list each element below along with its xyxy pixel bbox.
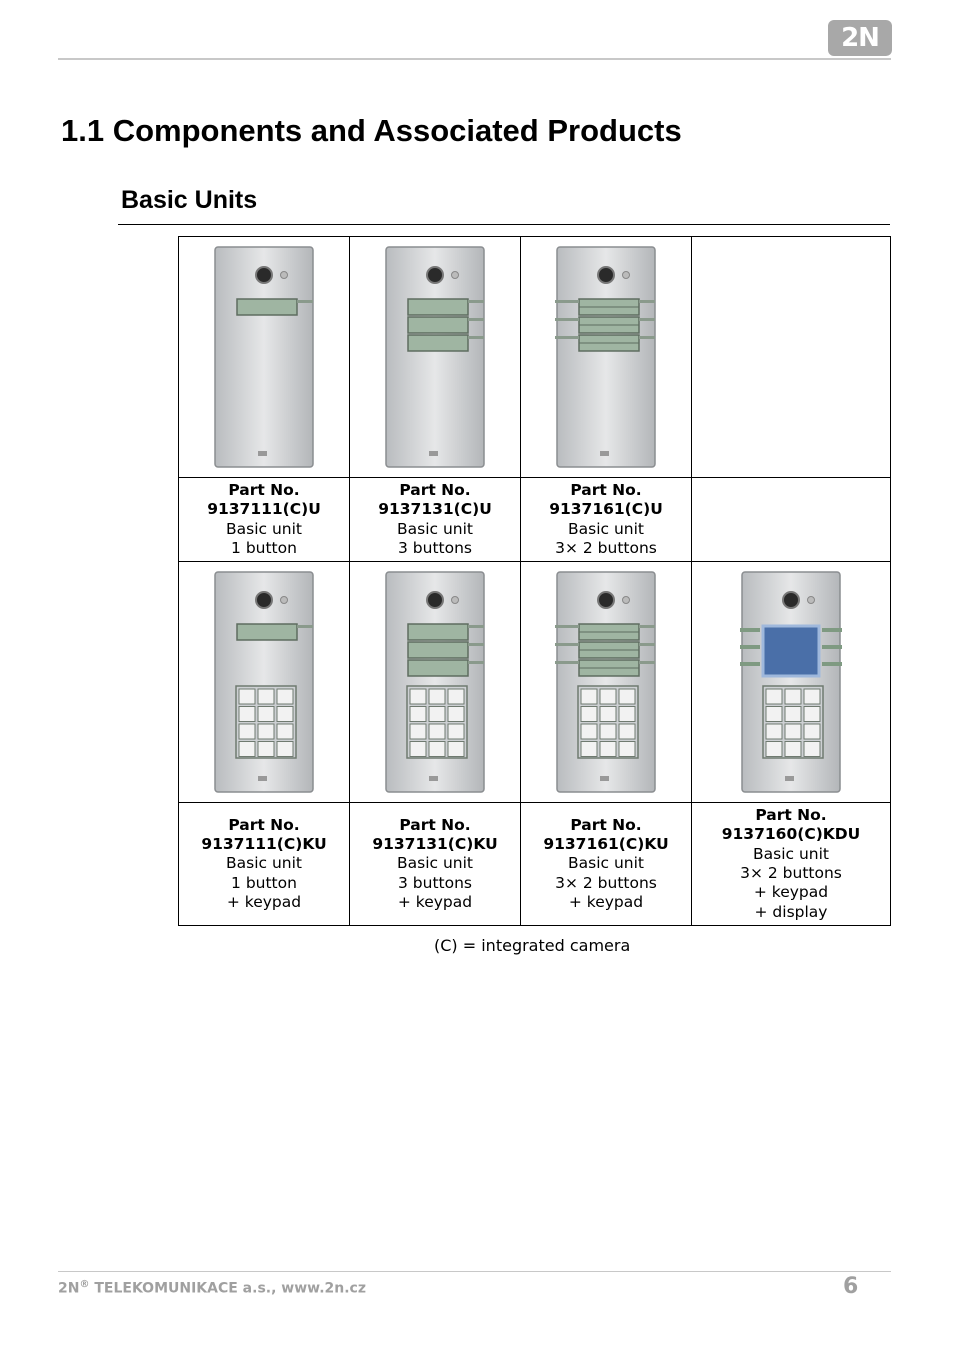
product-image-cell [521, 237, 692, 478]
part-number: 9137131(C)U [378, 500, 492, 519]
caption-label: Part No. [570, 815, 642, 834]
name-button [408, 642, 468, 658]
indicator-led [808, 597, 815, 604]
name-button [237, 624, 297, 640]
caption-label: Part No. [570, 480, 642, 499]
indicator-led [623, 272, 630, 279]
product-caption [521, 478, 692, 562]
camera-lens [598, 592, 614, 608]
intercom-unit-illustration [551, 245, 661, 469]
name-button [408, 660, 468, 676]
intercom-unit-illustration [380, 245, 490, 469]
product-caption [350, 803, 521, 926]
section-rule [118, 224, 890, 225]
caption-row-1 [179, 478, 891, 562]
image-row-1 [179, 237, 891, 478]
product-image-cell [179, 237, 350, 478]
caption-row-2 [179, 803, 891, 926]
part-number: 9137161(C)KU [543, 835, 669, 854]
caption-desc: Basic unit [226, 519, 302, 538]
caption-desc: 1 button [231, 538, 297, 557]
image-row-2 [179, 562, 891, 803]
product-caption [179, 803, 350, 926]
intercom-unit-illustration [736, 570, 846, 794]
intercom-unit-illustration [380, 570, 490, 794]
part-number: 9137111(C)KU [201, 835, 327, 854]
page-number: 6 [843, 1274, 859, 1299]
caption-desc: Basic unit [568, 519, 644, 538]
product-caption [350, 478, 521, 562]
brand-logo: 2N [828, 20, 892, 56]
speaker-grille [429, 451, 438, 456]
footer-rule [58, 1271, 891, 1272]
product-image-cell [521, 562, 692, 803]
footnote: (C) = integrated camera [434, 936, 631, 955]
intercom-unit-illustration [209, 570, 319, 794]
name-button [408, 299, 468, 315]
caption-desc: Basic unit [397, 519, 473, 538]
product-image-cell [692, 562, 891, 803]
speaker-grille [785, 776, 794, 781]
part-number: 9137111(C)U [207, 500, 321, 519]
caption-desc: Basic unit [568, 854, 644, 873]
footer-company [58, 1279, 366, 1297]
caption-desc: Basic unit [753, 844, 829, 863]
product-image-cell [350, 237, 521, 478]
caption-label: Part No. [755, 806, 827, 825]
caption-desc: 3× 2 buttons [555, 873, 657, 892]
caption-label: Part No. [228, 815, 300, 834]
name-button [408, 317, 468, 333]
speaker-grille [600, 776, 609, 781]
indicator-led [281, 272, 288, 279]
caption-desc: 3 buttons [398, 873, 472, 892]
camera-lens [427, 592, 443, 608]
caption-desc: 3× 2 buttons [555, 538, 657, 557]
caption-label: Part No. [399, 815, 471, 834]
caption-desc: 3 buttons [398, 538, 472, 557]
product-image-cell [350, 562, 521, 803]
camera-lens [427, 267, 443, 283]
speaker-grille [429, 776, 438, 781]
camera-lens [598, 267, 614, 283]
intercom-unit-illustration [209, 245, 319, 469]
section-title: Basic Units [121, 186, 258, 214]
product-image-cell [179, 562, 350, 803]
page-title: 1.1 Components and Associated Products [61, 113, 682, 148]
caption-desc: + keypad [568, 892, 644, 911]
name-button [237, 299, 297, 315]
intercom-unit-illustration [551, 570, 661, 794]
registered-mark: ® [79, 1279, 90, 1290]
display-screen [763, 626, 819, 676]
product-caption [179, 478, 350, 562]
caption-desc: + display [754, 902, 828, 921]
footer-company-text: TELEKOMUNIKACE a.s., www.2n.cz [94, 1280, 366, 1297]
part-number: 9137160(C)KDU [721, 825, 861, 844]
product-caption [692, 803, 891, 926]
speaker-grille [600, 451, 609, 456]
products-table [178, 236, 891, 926]
speaker-grille [258, 776, 267, 781]
footer-brand: 2N [58, 1280, 80, 1297]
camera-lens [256, 267, 272, 283]
empty-cell [692, 237, 891, 478]
indicator-led [623, 597, 630, 604]
caption-label: Part No. [228, 480, 300, 499]
name-button [408, 335, 468, 351]
header-rule [58, 58, 891, 60]
part-number: 9137131(C)KU [372, 835, 498, 854]
caption-desc: 1 button [231, 873, 297, 892]
caption-desc: Basic unit [226, 854, 302, 873]
caption-desc: Basic unit [397, 854, 473, 873]
caption-desc: + keypad [226, 892, 302, 911]
caption-desc: + keypad [753, 883, 829, 902]
caption-desc: + keypad [397, 892, 473, 911]
caption-desc: 3× 2 buttons [740, 864, 842, 882]
speaker-grille [258, 451, 267, 456]
indicator-led [281, 597, 288, 604]
camera-lens [783, 592, 799, 608]
name-button [408, 624, 468, 640]
empty-cell [692, 478, 891, 562]
caption-label: Part No. [399, 480, 471, 499]
camera-lens [256, 592, 272, 608]
part-number: 9137161(C)U [549, 500, 663, 519]
indicator-led [452, 272, 459, 279]
indicator-led [452, 597, 459, 604]
product-caption [521, 803, 692, 926]
